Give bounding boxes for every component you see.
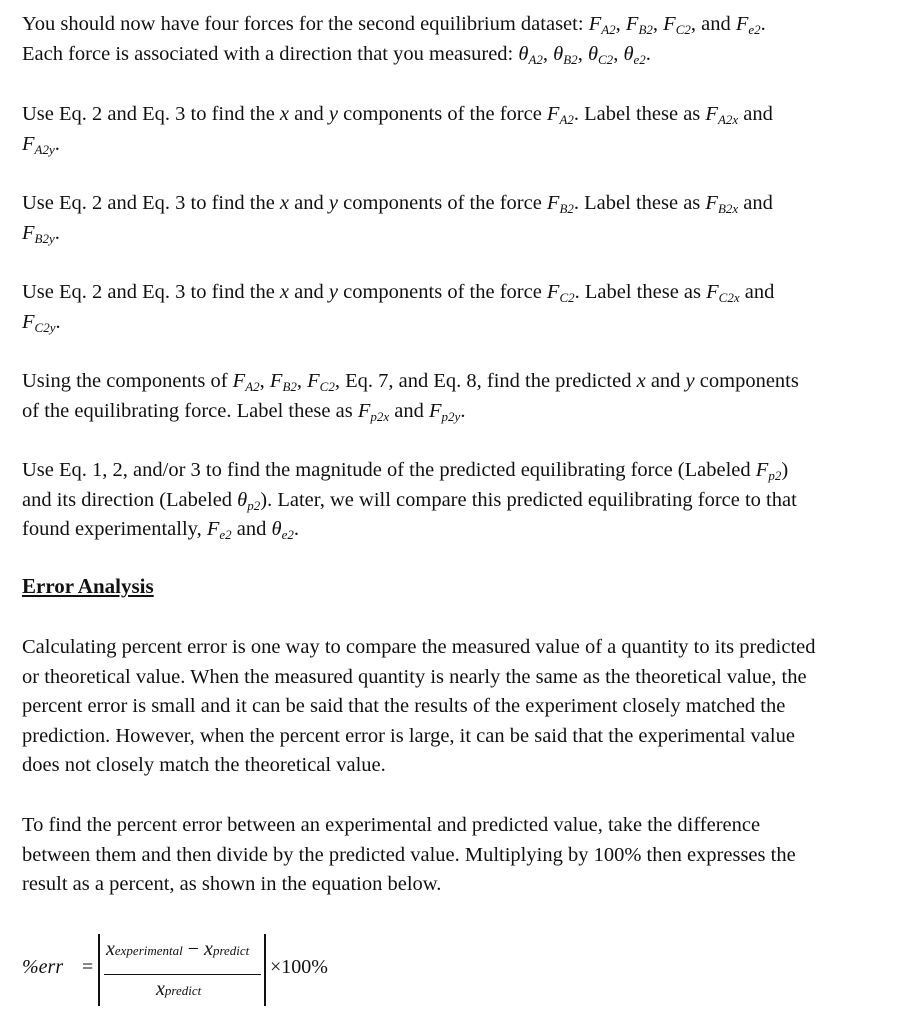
text: . Label these as xyxy=(573,192,706,214)
text: components of the force xyxy=(338,192,547,214)
text: You should now have four forces for the second equilibrium dataset: xyxy=(22,13,589,35)
text: components of the force xyxy=(338,281,547,303)
text: and xyxy=(389,399,430,422)
section-heading-error-analysis: Error Analysis xyxy=(22,574,154,598)
subscript-experimental: experimental xyxy=(114,943,183,958)
text: Use Eq. 2 and Eq. 3 to find the xyxy=(22,281,280,303)
x-var: x xyxy=(279,103,290,125)
text: Use Eq. 2 and Eq. 3 to find the xyxy=(22,192,280,214)
text: and xyxy=(231,518,272,540)
abs-bar-right xyxy=(264,934,266,1006)
x-var: x xyxy=(636,370,646,392)
x-var: x xyxy=(204,938,213,960)
y-var: y xyxy=(328,103,338,125)
text: Using the components of xyxy=(22,370,233,392)
text: and xyxy=(738,192,773,214)
fb2-components-paragraph: Use Eq. 2 and Eq. 3 to find the x and y components of the force $F_{B2}$. Label these as $F_{B2x}$ and $F_{B2y}$. xyxy=(22,192,773,246)
x-var: x xyxy=(106,938,115,960)
formula-numerator xyxy=(106,938,249,961)
text: Use Eq. 1, 2, and/or 3 to find the magnitude of the predicted equilibrating force (Labeled xyxy=(22,459,756,481)
fraction-line xyxy=(104,974,261,975)
text: . Label these as xyxy=(573,103,706,125)
abs-bar-left xyxy=(98,934,100,1006)
y-var: y xyxy=(328,192,338,214)
text-line: Calculating percent error is one way to compare the measured value of a quantity to its predicted xyxy=(22,636,816,658)
percent-error-method-paragraph xyxy=(22,811,892,900)
text: and xyxy=(739,281,775,303)
text-line: between them and then divide by the predicted value. Multiplying by 100% then expresses the xyxy=(22,843,796,866)
text-line: or theoretical value. When the measured quantity is nearly the same as the theoretical value, the xyxy=(22,665,807,688)
formula-lhs: %err xyxy=(22,956,64,978)
formula-times-100: ×100% xyxy=(270,956,328,978)
predicted-components-paragraph: Using the components of $F_{A2}$, $F_{B2}$, $F_{C2}$, Eq. 7, and Eq. 8, find the predicted x and y components of the equilibrating force. Label these as $F_{p2x}$ and $F_{p2y}$. xyxy=(22,370,799,424)
text-line: result as a percent, as shown in the equation below. xyxy=(22,873,442,895)
text-line: prediction. However, when the percent error is large, it can be said that the experimental value xyxy=(22,724,795,747)
text: and xyxy=(289,103,329,125)
text: of the equilibrating force. Label these as xyxy=(22,399,358,422)
x-var: x xyxy=(279,192,290,214)
y-var: y xyxy=(328,281,338,303)
text: and xyxy=(289,192,329,214)
text-line: percent error is small and it can be said that the results of the experiment closely matched the xyxy=(22,695,786,717)
fa2-components-paragraph: Use Eq. 2 and Eq. 3 to find the x and y components of the force $F_{A2}$. Label these as $F_{A2x}$ and $F_{A2y}$. xyxy=(22,103,773,157)
x-var: x xyxy=(156,978,165,1000)
text: Eq. 7, and Eq. 8, find the predicted xyxy=(345,370,637,392)
text: components xyxy=(694,370,799,392)
text: and xyxy=(289,281,329,303)
percent-error-intro-paragraph xyxy=(22,633,892,781)
text: Use Eq. 2 and Eq. 3 to find the xyxy=(22,103,280,125)
y-var: y xyxy=(685,370,695,392)
text: and its direction (Labeled xyxy=(22,488,238,511)
text-line: To find the percent error between an experimental and predicted value, take the difference xyxy=(22,814,761,836)
fc2-components-paragraph: Use Eq. 2 and Eq. 3 to find the x and y components of the force $F_{C2}$. Label these as $F_{C2x}$ and $F_{C2y}$. xyxy=(22,281,775,335)
intro-paragraph: You should now have four forces for the second equilibrium dataset: $F_{A2}$, $F_{B2}$, $F_{C2}$, and $F_{e2}$. Each force is associated with a direction that you measured: $\theta_{A2}$, $\theta_{B2}$, $\theta_{C2}$, $\theta_{e2}$. xyxy=(22,13,766,67)
text: and xyxy=(645,370,686,392)
x-var: x xyxy=(279,281,290,303)
text: and xyxy=(701,13,731,35)
text-line: does not closely match the theoretical value. xyxy=(22,754,386,776)
minus-sign: − xyxy=(182,938,205,960)
formula-denominator xyxy=(156,978,201,1001)
subscript-predict: predict xyxy=(164,983,202,998)
text: found experimentally, xyxy=(22,518,207,540)
subscript-predict: predict xyxy=(212,943,250,958)
percent-error-formula xyxy=(22,930,622,1010)
formula-equals: = xyxy=(82,956,94,978)
text: ). Later, we will compare this predicted equilibrating force to that xyxy=(260,488,797,511)
magnitude-paragraph: Use Eq. 1, 2, and/or 3 to find the magnitude of the predicted equilibrating force (Labeled $F_{p2}$) and its direction (Labeled $\theta_{p2}$). Later, we will compare this predicted equilibrating force to that found experimentally, $F_{e2}$ and $\theta_{e2}$. xyxy=(22,459,797,542)
text: Each force is associated with a direction that you measured: xyxy=(22,42,519,65)
text: . Label these as xyxy=(574,281,707,303)
text: components of the force xyxy=(338,103,547,125)
text: and xyxy=(738,103,773,125)
